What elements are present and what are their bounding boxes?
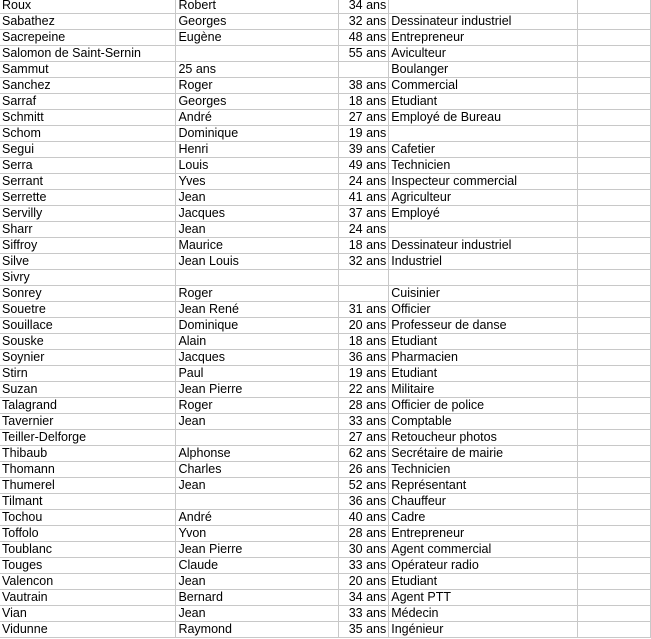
cell-prenom[interactable]: Jean bbox=[176, 190, 339, 206]
cell-age[interactable] bbox=[339, 62, 389, 78]
table-row bbox=[0, 622, 651, 638]
cell-empty[interactable] bbox=[578, 494, 651, 510]
cell-profession[interactable]: Cadre bbox=[389, 510, 578, 526]
table-row bbox=[0, 430, 651, 446]
cell-prenom[interactable]: Roger bbox=[176, 78, 339, 94]
cell-nom[interactable]: Touges bbox=[0, 558, 176, 574]
table-row bbox=[0, 398, 651, 414]
cell-age[interactable]: 38 ans bbox=[339, 78, 389, 94]
cell-profession[interactable]: Entrepreneur bbox=[389, 30, 578, 46]
cell-profession[interactable]: Entrepreneur bbox=[389, 526, 578, 542]
cell-profession[interactable]: Retoucheur photos bbox=[389, 430, 578, 446]
cell-prenom[interactable]: Jean Pierre bbox=[176, 382, 339, 398]
table-row bbox=[0, 510, 651, 526]
cell-prenom[interactable]: Georges bbox=[176, 94, 339, 110]
table-row bbox=[0, 254, 651, 270]
cell-age[interactable]: 33 ans bbox=[339, 606, 389, 622]
table-row bbox=[0, 142, 651, 158]
cell-nom[interactable]: Tavernier bbox=[0, 414, 176, 430]
cell-nom[interactable]: Sonrey bbox=[0, 286, 176, 302]
cell-profession[interactable]: Inspecteur commercial bbox=[389, 174, 578, 190]
cell-prenom[interactable] bbox=[176, 270, 339, 286]
table-row bbox=[0, 414, 651, 430]
cell-age[interactable]: 32 ans bbox=[339, 14, 389, 30]
cell-age[interactable]: 24 ans bbox=[339, 222, 389, 238]
table-row bbox=[0, 270, 651, 286]
cell-nom[interactable]: Salomon de Saint-Sernin bbox=[0, 46, 176, 62]
cell-nom[interactable]: Toublanc bbox=[0, 542, 176, 558]
cell-profession[interactable]: Officier de police bbox=[389, 398, 578, 414]
cell-prenom[interactable]: Roger bbox=[176, 286, 339, 302]
cell-empty[interactable] bbox=[578, 366, 651, 382]
cell-empty[interactable] bbox=[578, 350, 651, 366]
cell-empty[interactable] bbox=[578, 334, 651, 350]
cell-empty[interactable] bbox=[578, 0, 651, 14]
table-row bbox=[0, 462, 651, 478]
cell-prenom[interactable]: Claude bbox=[176, 558, 339, 574]
cell-profession[interactable]: Etudiant bbox=[389, 574, 578, 590]
cell-profession[interactable]: Commercial bbox=[389, 78, 578, 94]
cell-profession[interactable]: Employé de Bureau bbox=[389, 110, 578, 126]
cell-prenom[interactable]: Jean bbox=[176, 222, 339, 238]
cell-age[interactable]: 32 ans bbox=[339, 254, 389, 270]
cell-age[interactable]: 55 ans bbox=[339, 46, 389, 62]
table-row bbox=[0, 494, 651, 510]
cell-profession[interactable] bbox=[389, 222, 578, 238]
cell-prenom[interactable]: Yves bbox=[176, 174, 339, 190]
cell-prenom[interactable]: Louis bbox=[176, 158, 339, 174]
cell-nom[interactable]: Sacrepeine bbox=[0, 30, 176, 46]
cell-profession[interactable]: Etudiant bbox=[389, 94, 578, 110]
cell-prenom[interactable]: Jean René bbox=[176, 302, 339, 318]
cell-prenom[interactable]: Maurice bbox=[176, 238, 339, 254]
cell-empty[interactable] bbox=[578, 110, 651, 126]
cell-nom[interactable]: Serra bbox=[0, 158, 176, 174]
cell-profession[interactable]: Cuisinier bbox=[389, 286, 578, 302]
cell-age[interactable]: 52 ans bbox=[339, 478, 389, 494]
cell-nom[interactable]: Vautrain bbox=[0, 590, 176, 606]
cell-nom[interactable]: Schmitt bbox=[0, 110, 176, 126]
cell-prenom[interactable]: Robert bbox=[176, 0, 339, 14]
cell-profession[interactable]: Industriel bbox=[389, 254, 578, 270]
cell-prenom[interactable] bbox=[176, 46, 339, 62]
cell-age[interactable]: 28 ans bbox=[339, 398, 389, 414]
table-row bbox=[0, 174, 651, 190]
cell-nom[interactable]: Serrant bbox=[0, 174, 176, 190]
cell-profession[interactable]: Opérateur radio bbox=[389, 558, 578, 574]
cell-empty[interactable] bbox=[578, 574, 651, 590]
cell-nom[interactable]: Souske bbox=[0, 334, 176, 350]
cell-age[interactable]: 30 ans bbox=[339, 542, 389, 558]
cell-profession[interactable]: Agriculteur bbox=[389, 190, 578, 206]
table-row bbox=[0, 382, 651, 398]
cell-age[interactable]: 18 ans bbox=[339, 94, 389, 110]
cell-nom[interactable]: Stirn bbox=[0, 366, 176, 382]
cell-age[interactable]: 27 ans bbox=[339, 110, 389, 126]
cell-prenom[interactable]: 25 ans bbox=[176, 62, 339, 78]
cell-prenom[interactable]: Henri bbox=[176, 142, 339, 158]
table-row bbox=[0, 366, 651, 382]
table-row bbox=[0, 334, 651, 350]
cell-age[interactable]: 36 ans bbox=[339, 350, 389, 366]
cell-nom[interactable]: Segui bbox=[0, 142, 176, 158]
cell-profession[interactable]: Secrétaire de mairie bbox=[389, 446, 578, 462]
cell-prenom[interactable] bbox=[176, 430, 339, 446]
cell-age[interactable]: 34 ans bbox=[339, 0, 389, 14]
cell-profession[interactable]: Dessinateur industriel bbox=[389, 238, 578, 254]
cell-profession[interactable]: Technicien bbox=[389, 462, 578, 478]
cell-profession[interactable]: Cafetier bbox=[389, 142, 578, 158]
table-row bbox=[0, 238, 651, 254]
cell-age[interactable]: 39 ans bbox=[339, 142, 389, 158]
cell-prenom[interactable]: Roger bbox=[176, 398, 339, 414]
cell-empty[interactable] bbox=[578, 558, 651, 574]
cell-prenom[interactable]: Alain bbox=[176, 334, 339, 350]
cell-prenom[interactable]: Raymond bbox=[176, 622, 339, 638]
table-row bbox=[0, 62, 651, 78]
cell-nom[interactable]: Sanchez bbox=[0, 78, 176, 94]
cell-empty[interactable] bbox=[578, 430, 651, 446]
table-row bbox=[0, 14, 651, 30]
cell-nom[interactable]: Tochou bbox=[0, 510, 176, 526]
cell-empty[interactable] bbox=[578, 142, 651, 158]
table-row bbox=[0, 190, 651, 206]
cell-empty[interactable] bbox=[578, 30, 651, 46]
table-row bbox=[0, 126, 651, 142]
cell-empty[interactable] bbox=[578, 62, 651, 78]
cell-profession[interactable]: Médecin bbox=[389, 606, 578, 622]
cell-age[interactable]: 20 ans bbox=[339, 574, 389, 590]
cell-empty[interactable] bbox=[578, 302, 651, 318]
cell-prenom[interactable]: Jean bbox=[176, 478, 339, 494]
cell-empty[interactable] bbox=[578, 542, 651, 558]
cell-nom[interactable]: Sivry bbox=[0, 270, 176, 286]
cell-prenom[interactable]: Jacques bbox=[176, 350, 339, 366]
cell-prenom[interactable]: Charles bbox=[176, 462, 339, 478]
cell-nom[interactable]: Talagrand bbox=[0, 398, 176, 414]
table-row bbox=[0, 526, 651, 542]
cell-profession[interactable] bbox=[389, 270, 578, 286]
cell-prenom[interactable]: Bernard bbox=[176, 590, 339, 606]
cell-empty[interactable] bbox=[578, 158, 651, 174]
cell-empty[interactable] bbox=[578, 398, 651, 414]
cell-profession[interactable]: Agent PTT bbox=[389, 590, 578, 606]
cell-profession[interactable]: Comptable bbox=[389, 414, 578, 430]
cell-prenom[interactable]: Jean bbox=[176, 606, 339, 622]
cell-age[interactable]: 36 ans bbox=[339, 494, 389, 510]
table-row bbox=[0, 78, 651, 94]
cell-prenom[interactable]: Jean Louis bbox=[176, 254, 339, 270]
cell-nom[interactable]: Schom bbox=[0, 126, 176, 142]
cell-prenom[interactable]: Jean bbox=[176, 414, 339, 430]
cell-profession[interactable] bbox=[389, 0, 578, 14]
cell-nom[interactable]: Sabathez bbox=[0, 14, 176, 30]
cell-empty[interactable] bbox=[578, 78, 651, 94]
cell-nom[interactable]: Thomann bbox=[0, 462, 176, 478]
cell-empty[interactable] bbox=[578, 462, 651, 478]
cell-empty[interactable] bbox=[578, 190, 651, 206]
cell-empty[interactable] bbox=[578, 270, 651, 286]
cell-profession[interactable]: Ingénieur bbox=[389, 622, 578, 638]
cell-profession[interactable]: Chauffeur bbox=[389, 494, 578, 510]
table-row bbox=[0, 478, 651, 494]
cell-prenom[interactable]: Dominique bbox=[176, 318, 339, 334]
cell-prenom[interactable]: André bbox=[176, 110, 339, 126]
cell-prenom[interactable]: Dominique bbox=[176, 126, 339, 142]
table-row bbox=[0, 542, 651, 558]
cell-empty[interactable] bbox=[578, 382, 651, 398]
cell-age[interactable]: 22 ans bbox=[339, 382, 389, 398]
table-row bbox=[0, 558, 651, 574]
cell-profession[interactable]: Etudiant bbox=[389, 366, 578, 382]
table-row bbox=[0, 46, 651, 62]
table-row bbox=[0, 206, 651, 222]
cell-nom[interactable]: Sarraf bbox=[0, 94, 176, 110]
cell-empty[interactable] bbox=[578, 446, 651, 462]
cell-profession[interactable]: Agent commercial bbox=[389, 542, 578, 558]
cell-age[interactable]: 62 ans bbox=[339, 446, 389, 462]
cell-nom[interactable]: Toffolo bbox=[0, 526, 176, 542]
cell-nom[interactable]: Roux bbox=[0, 0, 176, 14]
cell-age[interactable]: 33 ans bbox=[339, 558, 389, 574]
table-row bbox=[0, 574, 651, 590]
cell-empty[interactable] bbox=[578, 590, 651, 606]
cell-nom[interactable]: Serrette bbox=[0, 190, 176, 206]
cell-nom[interactable]: Sharr bbox=[0, 222, 176, 238]
cell-profession[interactable]: Dessinateur industriel bbox=[389, 14, 578, 30]
cell-age[interactable]: 19 ans bbox=[339, 126, 389, 142]
cell-nom[interactable]: Suzan bbox=[0, 382, 176, 398]
cell-age[interactable]: 28 ans bbox=[339, 526, 389, 542]
cell-age[interactable]: 33 ans bbox=[339, 414, 389, 430]
table-row bbox=[0, 446, 651, 462]
cell-age[interactable]: 37 ans bbox=[339, 206, 389, 222]
table-row bbox=[0, 286, 651, 302]
cell-nom[interactable]: Tilmant bbox=[0, 494, 176, 510]
cell-profession[interactable]: Officier bbox=[389, 302, 578, 318]
table-row bbox=[0, 302, 651, 318]
cell-prenom[interactable]: André bbox=[176, 510, 339, 526]
cell-empty[interactable] bbox=[578, 14, 651, 30]
cell-nom[interactable]: Souillace bbox=[0, 318, 176, 334]
cell-prenom[interactable]: Alphonse bbox=[176, 446, 339, 462]
cell-empty[interactable] bbox=[578, 94, 651, 110]
cell-profession[interactable]: Représentant bbox=[389, 478, 578, 494]
cell-prenom[interactable] bbox=[176, 494, 339, 510]
table-row bbox=[0, 350, 651, 366]
cell-profession[interactable] bbox=[389, 126, 578, 142]
cell-empty[interactable] bbox=[578, 206, 651, 222]
cell-age[interactable]: 41 ans bbox=[339, 190, 389, 206]
cell-empty[interactable] bbox=[578, 526, 651, 542]
cell-age[interactable] bbox=[339, 286, 389, 302]
cell-age[interactable]: 19 ans bbox=[339, 366, 389, 382]
table-row bbox=[0, 30, 651, 46]
cell-profession[interactable]: Pharmacien bbox=[389, 350, 578, 366]
cell-nom[interactable]: Servilly bbox=[0, 206, 176, 222]
cell-empty[interactable] bbox=[578, 318, 651, 334]
cell-age[interactable]: 48 ans bbox=[339, 30, 389, 46]
cell-nom[interactable]: Sammut bbox=[0, 62, 176, 78]
cell-empty[interactable] bbox=[578, 606, 651, 622]
cell-prenom[interactable]: Eugène bbox=[176, 30, 339, 46]
cell-age[interactable]: 49 ans bbox=[339, 158, 389, 174]
cell-age[interactable]: 34 ans bbox=[339, 590, 389, 606]
cell-profession[interactable]: Professeur de danse bbox=[389, 318, 578, 334]
cell-nom[interactable]: Thumerel bbox=[0, 478, 176, 494]
table-row bbox=[0, 94, 651, 110]
cell-empty[interactable] bbox=[578, 238, 651, 254]
cell-profession[interactable]: Boulanger bbox=[389, 62, 578, 78]
cell-prenom[interactable]: Paul bbox=[176, 366, 339, 382]
cell-profession[interactable]: Aviculteur bbox=[389, 46, 578, 62]
cell-prenom[interactable]: Georges bbox=[176, 14, 339, 30]
cell-age[interactable]: 20 ans bbox=[339, 318, 389, 334]
cell-age[interactable]: 27 ans bbox=[339, 430, 389, 446]
table-row bbox=[0, 0, 651, 14]
cell-nom[interactable]: Souetre bbox=[0, 302, 176, 318]
cell-empty[interactable] bbox=[578, 478, 651, 494]
cell-nom[interactable]: Vidunne bbox=[0, 622, 176, 638]
cell-nom[interactable]: Siffroy bbox=[0, 238, 176, 254]
cell-profession[interactable]: Employé bbox=[389, 206, 578, 222]
cell-nom[interactable]: Silve bbox=[0, 254, 176, 270]
table-row bbox=[0, 318, 651, 334]
cell-nom[interactable]: Teiller-Delforge bbox=[0, 430, 176, 446]
cell-age[interactable]: 31 ans bbox=[339, 302, 389, 318]
cell-empty[interactable] bbox=[578, 126, 651, 142]
cell-prenom[interactable]: Yvon bbox=[176, 526, 339, 542]
cell-prenom[interactable]: Jean Pierre bbox=[176, 542, 339, 558]
cell-empty[interactable] bbox=[578, 286, 651, 302]
cell-age[interactable]: 18 ans bbox=[339, 238, 389, 254]
cell-prenom[interactable]: Jean bbox=[176, 574, 339, 590]
table-row bbox=[0, 590, 651, 606]
cell-nom[interactable]: Soynier bbox=[0, 350, 176, 366]
cell-age[interactable]: 35 ans bbox=[339, 622, 389, 638]
cell-empty[interactable] bbox=[578, 510, 651, 526]
table-row bbox=[0, 222, 651, 238]
cell-profession[interactable]: Technicien bbox=[389, 158, 578, 174]
cell-age[interactable]: 40 ans bbox=[339, 510, 389, 526]
cell-empty[interactable] bbox=[578, 174, 651, 190]
cell-age[interactable]: 18 ans bbox=[339, 334, 389, 350]
cell-nom[interactable]: Valencon bbox=[0, 574, 176, 590]
cell-empty[interactable] bbox=[578, 222, 651, 238]
table-row bbox=[0, 110, 651, 126]
cell-profession[interactable]: Etudiant bbox=[389, 334, 578, 350]
cell-age[interactable] bbox=[339, 270, 389, 286]
cell-nom[interactable]: Thibaub bbox=[0, 446, 176, 462]
cell-empty[interactable] bbox=[578, 622, 651, 638]
cell-prenom[interactable]: Jacques bbox=[176, 206, 339, 222]
cell-empty[interactable] bbox=[578, 46, 651, 62]
cell-age[interactable]: 24 ans bbox=[339, 174, 389, 190]
table-row bbox=[0, 158, 651, 174]
cell-age[interactable]: 26 ans bbox=[339, 462, 389, 478]
cell-empty[interactable] bbox=[578, 254, 651, 270]
table-row bbox=[0, 606, 651, 622]
cell-profession[interactable]: Militaire bbox=[389, 382, 578, 398]
cell-empty[interactable] bbox=[578, 414, 651, 430]
cell-nom[interactable]: Vian bbox=[0, 606, 176, 622]
